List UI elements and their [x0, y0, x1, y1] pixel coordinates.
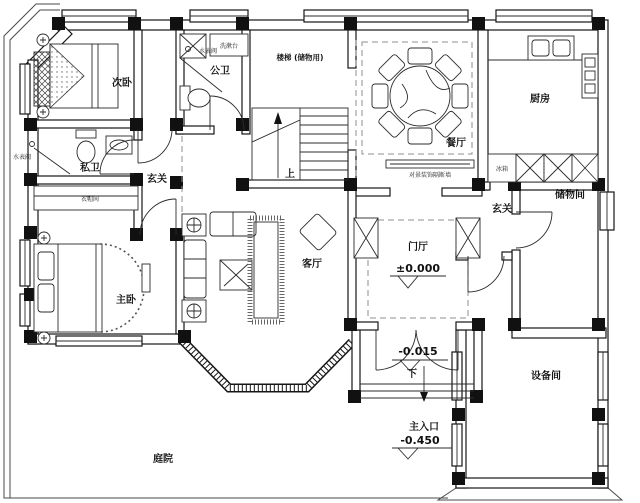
window-equipment-left-1 [452, 352, 462, 400]
stove [582, 54, 598, 98]
door-secondary-bedroom [138, 129, 172, 163]
toilet-icon [77, 141, 95, 163]
level-entry-hall-symbol [390, 276, 446, 288]
fridge-text: 冰箱 [495, 166, 509, 173]
kitchen-fixtures [488, 36, 598, 182]
up-text: 上 [285, 169, 295, 180]
room-label-dining: 餐厅 [446, 138, 466, 149]
room-label-storage: 储物间 [555, 190, 585, 201]
dining-table [390, 66, 450, 126]
rug-arc [100, 244, 144, 332]
level-porch-text: -0.015 [398, 345, 438, 358]
water-valve-top-text: 水表阀 [198, 48, 218, 55]
toilet-icon [188, 89, 210, 107]
room-label-stairwell: 楼梯 (储物用) [276, 53, 324, 62]
wardrobe-secondary [34, 52, 50, 106]
level-main-entrance-text: -0.450 [400, 434, 440, 447]
chair [408, 128, 432, 144]
window-storage-right [600, 192, 614, 230]
master-bedroom-furniture [34, 186, 150, 344]
main-entrance-text: 主入口 [409, 422, 439, 433]
room-label-living: 客厅 [302, 259, 322, 270]
chair [408, 48, 432, 64]
window-master-left-1 [20, 240, 30, 286]
window-equipment-right-1 [598, 352, 608, 400]
room-label-kitchen: 厨房 [530, 94, 550, 105]
door-equipment-hall [468, 256, 504, 292]
pillow [38, 284, 54, 312]
partition-wall-text: 对景装饰隔断墙 [408, 172, 452, 179]
level-main-entrance-symbol [392, 448, 452, 459]
room-label-hallway-right: 玄关 [492, 204, 512, 215]
down-text: 下 [407, 369, 417, 380]
dining-set [372, 48, 474, 168]
shower-screen [34, 148, 70, 174]
window-secondary-bedroom [62, 10, 136, 22]
sofa-long [184, 240, 206, 298]
room-label-secondary-bedroom: 次卧 [112, 78, 132, 89]
chair [452, 84, 468, 108]
room-label-master-bedroom: 主卧 [116, 295, 136, 306]
room-label-entry-hall: 门厅 [408, 242, 428, 253]
washstand-text: 洗漱台 [219, 43, 239, 50]
stairs [252, 108, 348, 180]
room-label-hallway-left: 玄关 [147, 174, 167, 185]
room-label-equipment: 设备间 [531, 371, 561, 382]
level-entry-hall-text: ±0.000 [395, 262, 441, 275]
pillow [38, 252, 54, 280]
chair [372, 84, 388, 108]
window-master-bottom [56, 336, 142, 346]
window-equipment-right-2 [598, 424, 608, 466]
door-storage [516, 212, 552, 248]
dresser [142, 264, 150, 292]
room-label-courtyard: 庭院 [153, 454, 173, 465]
room-label-cloakroom: 衣帽间 [80, 196, 100, 203]
window-equipment-left-2 [452, 424, 462, 466]
window-dining [304, 10, 468, 22]
armchair [299, 213, 337, 251]
water-valve-left-text: 水表阀 [12, 154, 32, 161]
window-kitchen [496, 10, 592, 22]
window-secondary-bedroom-left [20, 64, 30, 114]
room-label-private-bath: 私卫 [80, 163, 100, 174]
room-label-public-bath: 公卫 [210, 66, 230, 77]
